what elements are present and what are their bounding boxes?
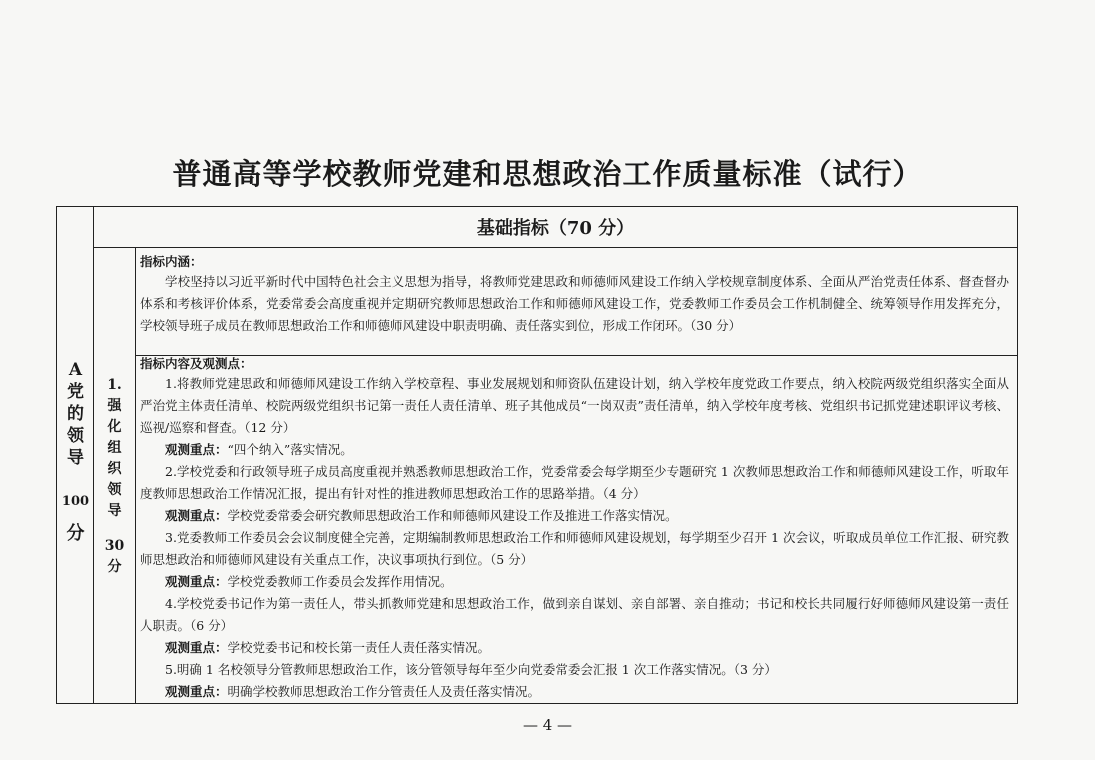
observation-point: 观测重点：学校党委常委会研究教师思想政治工作和师德师风建设工作及推进工作落实情况。 [165, 508, 678, 523]
observation-point: 观测重点：学校党委书记和校长第一责任人责任落实情况。 [165, 640, 491, 655]
indicator-score-unit: 分 [107, 559, 122, 575]
page-title: 普通高等学校教师党建和思想政治工作质量标准（试行） [172, 157, 923, 191]
point-item: 4.学校党委书记作为第一责任人，带头抓教师党建和思想政治工作，做到亲自谋划、亲自部署、亲自推动；书记和校长共同履行好师德师风建设第一责任人职责。（6 分） [140, 596, 1009, 633]
category-column [57, 207, 94, 703]
band-header: 基础指标（70 分） [94, 207, 1017, 248]
connotation-label: 指标内涵： [140, 254, 203, 269]
indicator-number: 1. [107, 377, 122, 393]
indicator-name: 强 化 组 织 领 导 [107, 398, 122, 519]
category-score: 100 [61, 494, 90, 509]
page-number: — 4 — [522, 716, 573, 734]
indicator-score: 30 [104, 538, 125, 554]
connotation-section [136, 247, 1017, 356]
category-code: A [68, 360, 83, 380]
point-item: 3.党委教师工作委员会会议制度健全完善，定期编制教师思想政治工作和师德师风建设规划，每学期至少召开 1 次会议，听取成员单位工作汇报、研究教师思想政治和师德师风建设有关重点工作，决议事项执行到位。（5 分） [140, 530, 1009, 567]
category-score-unit: 分 [66, 523, 85, 544]
point-item: 1.将教师党建思政和师德师风建设工作纳入学校章程、事业发展规划和师资队伍建设计划，纳入学校年度党政工作要点，纳入校院两级党组织落实全面从严治党主体责任清单、校院两级党组织书记第一责任人责任清单、班子其他成员“一岗双责”责任清单，纳入学校年度考核、党组织书记抓党建述职评议考核、巡视/巡察和督查。（12 分） [140, 376, 1009, 435]
standards-table [56, 206, 1018, 704]
indicator-content [136, 247, 1017, 703]
content-points-section [136, 349, 1017, 703]
content-points-label: 指标内容及观测点： [140, 356, 253, 371]
connotation-text: 学校坚持以习近平新时代中国特色社会主义思想为指导，将教师党建思政和师德师风建设工作纳入学校规章制度体系、全面从严治党责任体系、督查督办体系和考核评价体系，党委常委会高度重视并定期研究教师思想政治工作和师德师风建设工作，党委教师工作委员会工作机制健全、统筹领导作用发挥充分，学校领导班子成员在教师思想政治工作和师德师风建设中职责明确、责任落实到位，形成工作闭环。（30 分） [140, 274, 1009, 333]
indicator-column [94, 247, 136, 703]
observation-point: 观测重点：明确学校教师思想政治工作分管责任人及责任落实情况。 [165, 684, 541, 699]
point-item: 5.明确 1 名校领导分管教师思想政治工作，该分管领导每年至少向党委常委会汇报 1 次工作落实情况。（3 分） [165, 662, 777, 677]
point-item: 2.学校党委和行政领导班子成员高度重视并熟悉教师思想政治工作，党委常委会每学期至少专题研究 1 次教师思想政治工作和师德师风建设工作，听取年度教师思想政治工作情况汇报，提出有针对性的推进教师思想政治工作的思路举措。（4 分） [140, 464, 1009, 501]
observation-point: 观测重点：学校党委教师工作委员会发挥作用情况。 [165, 574, 453, 589]
observation-point: 观测重点：“四个纳入”落实情况。 [165, 442, 353, 457]
category-name: 党 的 领 导 [67, 382, 84, 468]
